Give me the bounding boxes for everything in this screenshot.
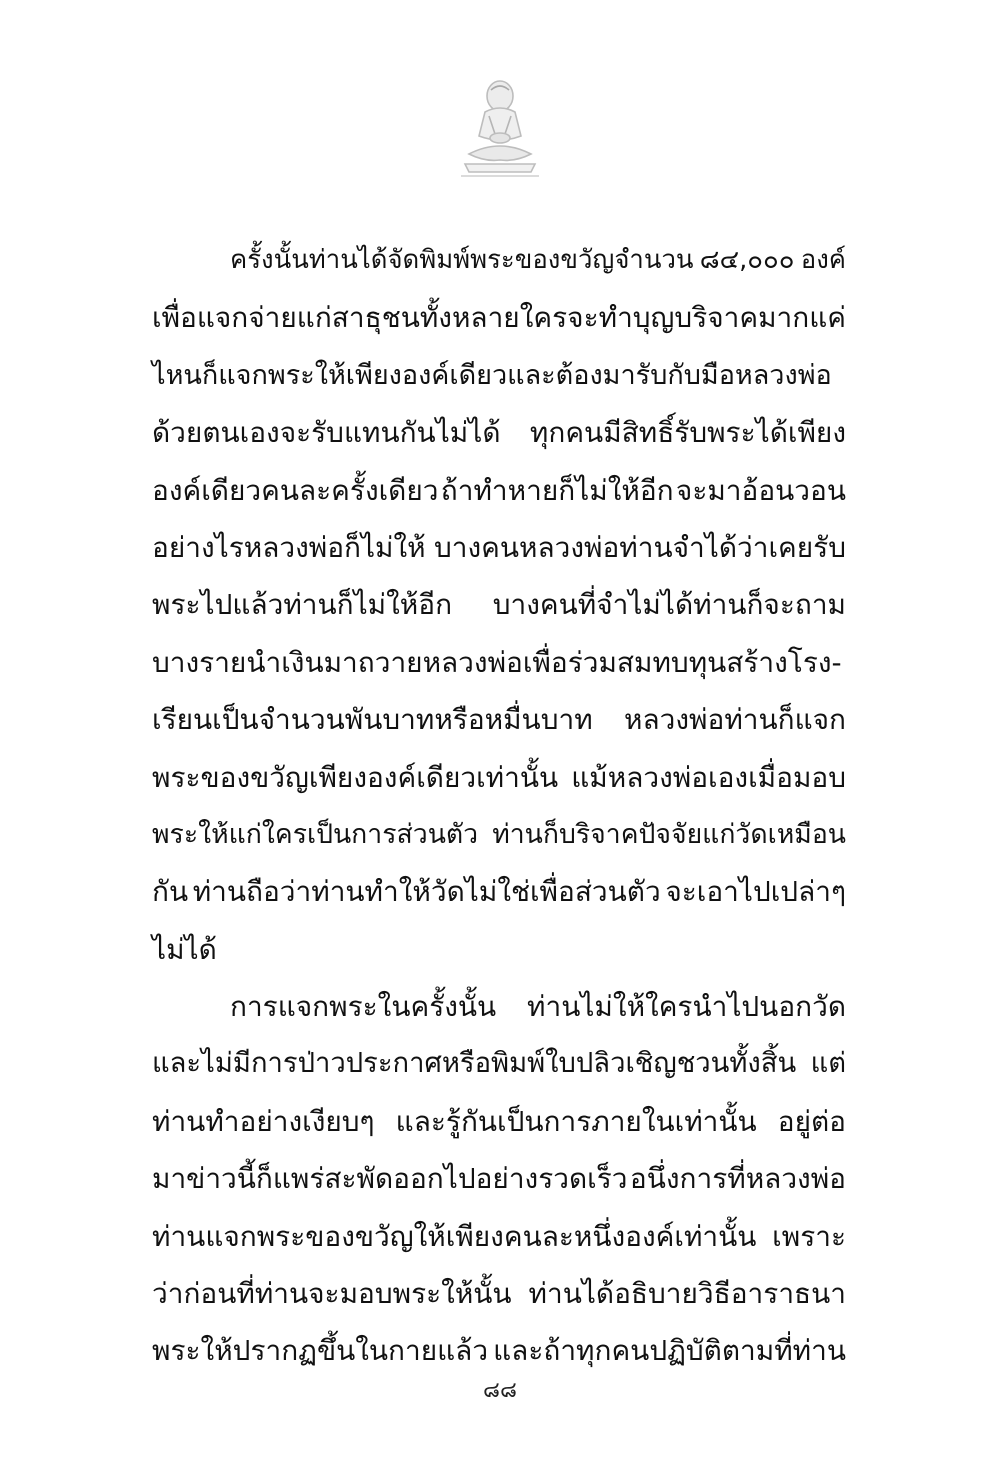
text-line: ไหนก็แจกพระให้เพียงองค์เดียวและต้องมารับกับมือหลวงพ่อ [152, 359, 832, 391]
seated-monk-icon [455, 72, 545, 184]
text-line: เพื่อแจกจ่ายแก่สาธุชนทั้งหลาย ใครจะทำบุญบริจาคมากแค่ [152, 301, 846, 335]
text-line: พระของขวัญเพียงองค์เดียวเท่านั้น แม้หลวงพ่อเองเมื่อมอบ [152, 760, 846, 794]
text-line: ท่านแจกพระของขวัญให้เพียงคนละหนึ่งองค์เท่านั้น เพราะ [152, 1219, 846, 1253]
text-line: พระไปแล้วท่านก็ไม่ให้อีก บางคนที่จำไม่ได้ท่านก็จะถาม [152, 588, 846, 622]
text-line: ว่าก่อนที่ท่านจะมอบพระให้นั้น ท่านได้อธิบายวิธีอาราธนา [152, 1277, 846, 1311]
paragraph [152, 232, 846, 978]
text-line: องค์เดียวคนละครั้งเดียว ถ้าทำหายก็ไม่ให้อีก จะมาอ้อนวอน [152, 473, 846, 507]
text-line: ครั้งนั้นท่านได้จัดพิมพ์พระของขวัญจำนวน ๘๔,๐๐๐ องค์ [230, 245, 846, 275]
text-line: เรียนเป็นจำนวนพันบาทหรือหมื่นบาท หลวงพ่อท่านก็แจก [152, 703, 846, 737]
text-line: บางรายนำเงินมาถวายหลวงพ่อเพื่อร่วมสมทบทุนสร้างโรง- [152, 645, 842, 679]
document-body [152, 232, 846, 1380]
text-line: พระให้ปรากฏขึ้นในกายแล้ว และถ้าทุกคนปฏิบัติตามที่ท่าน [152, 1334, 846, 1368]
text-line: กัน ท่านถือว่าท่านทำให้วัดไม่ใช่เพื่อส่วนตัว จะเอาไปเปล่าๆ [152, 875, 846, 909]
text-line: พระให้แก่ใครเป็นการส่วนตัว ท่านก็บริจาคปัจจัยแก่วัดเหมือน [152, 818, 846, 850]
text-line: มาข่าวนี้ก็แพร่สะพัดออกไปอย่างรวดเร็ว อนึ่งการที่หลวงพ่อ [152, 1162, 846, 1196]
text-line: ไม่ได้ [152, 932, 217, 966]
text-line: และไม่มีการป่าวประกาศหรือพิมพ์ใบปลิวเชิญชวนทั้งสิ้น แต่ [152, 1048, 846, 1080]
text-line: การแจกพระในครั้งนั้น ท่านไม่ให้ใครนำไปนอกวัด [230, 990, 846, 1024]
text-line: ด้วยตนเองจะรับแทนกันไม่ได้ ทุกคนมีสิทธิ์รับพระได้เพียง [152, 416, 846, 450]
page-number: ๘๘ [483, 1378, 517, 1403]
text-line: ท่านทำอย่างเงียบๆ และรู้กันเป็นการภายในเท่านั้น อยู่ต่อ [152, 1104, 846, 1138]
text-line: อย่างไรหลวงพ่อก็ไม่ให้ บางคนหลวงพ่อท่านจำได้ว่าเคยรับ [152, 530, 846, 564]
paragraph [152, 978, 846, 1380]
